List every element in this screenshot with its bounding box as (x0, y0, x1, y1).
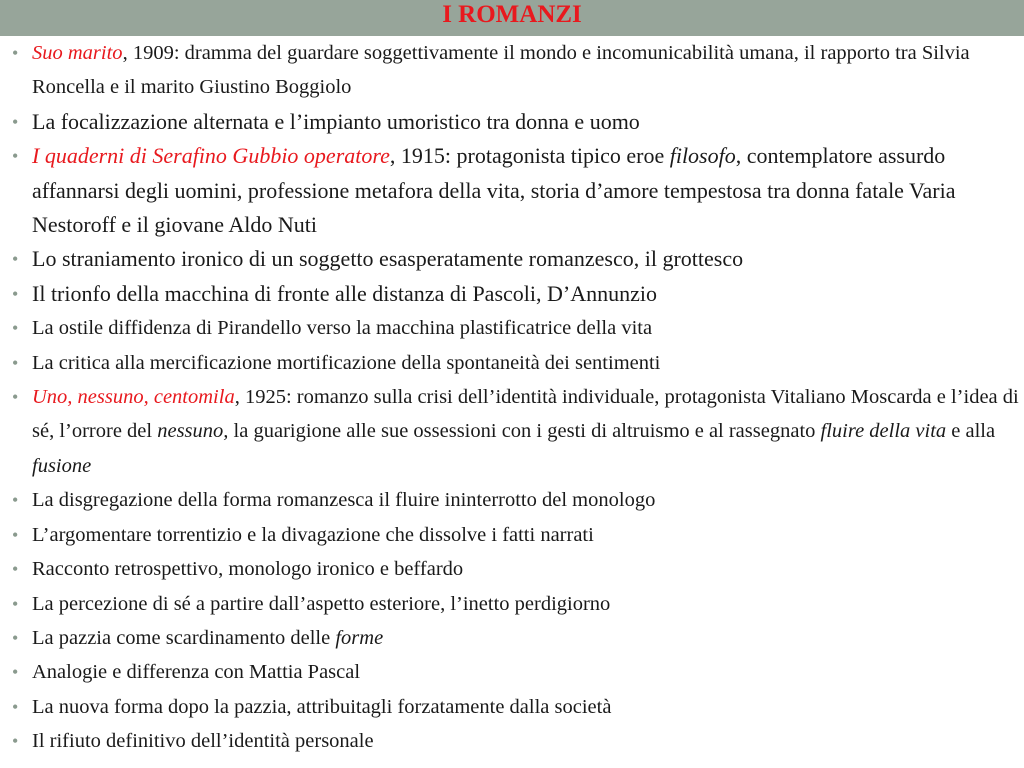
bullet-text: La percezione di sé a partire dall’aspetto esteriore, l’inetto perdigiorno (32, 592, 611, 615)
bullet-text: la guarigione alle sue ossessioni con i gesti di altruismo e al rassegnato (228, 420, 821, 443)
bullet-dot-icon: • (12, 627, 19, 648)
bullet-text: , 1915: protagonista tipico eroe (389, 143, 670, 169)
bullet-text: La focalizzazione alternata e l’impianto umoristico tra donna e uomo (32, 108, 640, 134)
bullet-text: , contemplatore assurdo affannarsi degli uomini, professione metafora della vita, storia d’amore tempestosa tra donna fatale Varia Nestoroff e il giovane Aldo Nuti (32, 143, 956, 238)
bullet-dot-icon: • (12, 387, 19, 408)
bullet-text: La disgregazione della forma romanzesca il fluire ininterrotto del monologo (32, 489, 656, 512)
bullet-item (10, 621, 1020, 655)
bullet-dot-icon: • (12, 318, 19, 339)
bullet-item (10, 518, 1020, 552)
bullet-text: , 1925: romanzo sulla crisi dell’identità individuale, protagonista Vitaliano Moscarda e l’idea di sé, l’orrore del (32, 386, 1019, 443)
bullet-item (10, 36, 1020, 105)
bullet-dot-icon: • (12, 696, 19, 717)
bullet-dot-icon: • (12, 490, 19, 511)
bullet-dot-icon: • (12, 283, 19, 304)
bullet-item (10, 724, 1020, 758)
bullet-dot-icon: • (12, 662, 19, 683)
bullet-text: L’argomentare torrentizio e la divagazione che dissolve i fatti narrati (32, 523, 594, 546)
bullet-item (10, 277, 1020, 311)
bullet-text: Analogie e differenza con Mattia Pascal (32, 661, 361, 684)
bullet-item (10, 311, 1020, 345)
bullet-dot-icon: • (12, 352, 19, 373)
emphasis-text: fluire della vita (820, 420, 947, 443)
emphasis-text: fusione (32, 454, 92, 477)
emphasis-text: forme (335, 626, 384, 649)
bullet-text: , 1909: dramma del guardare soggettivamente il mondo e incomunicabilità umana, il rapporto tra Silvia Roncella e il marito Giustino Boggiolo (32, 42, 970, 99)
bullet-text: Il trionfo della macchina di fronte alle distanza di Pascoli, D’Annunzio (32, 280, 657, 306)
bullet-item (10, 690, 1020, 724)
bullet-item (10, 483, 1020, 517)
work-title: I quaderni di Serafino Gubbio operatore (32, 143, 390, 169)
bullet-dot-icon: • (12, 524, 19, 545)
bullet-text: La critica alla mercificazione mortificazione della spontaneità dei sentimenti (32, 351, 661, 374)
bullet-dot-icon: • (12, 559, 19, 580)
bullet-item (10, 139, 1020, 242)
bullet-item (10, 655, 1020, 689)
work-title: Uno, nessuno, centomila (32, 386, 235, 409)
bullet-dot-icon: • (12, 43, 19, 63)
slide-title: I ROMANZI (442, 1, 582, 28)
emphasis-text: filosofo (669, 143, 736, 169)
bullet-text: La pazzia come scardinamento delle (32, 626, 336, 649)
bullet-text: La ostile diffidenza di Pirandello verso la macchina plastificatrice della vita (32, 317, 653, 340)
bullet-item (10, 105, 1020, 139)
bullet-dot-icon: • (12, 249, 19, 270)
bullet-item (10, 380, 1020, 483)
bullet-text: La nuova forma dopo la pazzia, attribuitagli forzatamente dalla società (32, 695, 612, 718)
bullet-text: Lo straniamento ironico di un soggetto esasperatamente romanzesco, il grottesco (32, 246, 744, 272)
bullet-dot-icon: • (12, 593, 19, 614)
bullet-text: e alla (946, 420, 996, 443)
emphasis-text: nessuno, (157, 420, 229, 443)
bullet-text: Il rifiuto definitivo dell’identità personale (32, 730, 374, 753)
bullet-list (10, 36, 1020, 759)
bullet-item (10, 552, 1020, 586)
bullet-text: Racconto retrospettivo, monologo ironico e beffardo (32, 558, 464, 581)
bullet-item (10, 587, 1020, 621)
bullet-item (10, 242, 1020, 276)
bullet-item (10, 346, 1020, 380)
work-title: Suo marito (32, 42, 123, 64)
bullet-dot-icon: • (12, 731, 19, 752)
bullet-dot-icon: • (12, 146, 19, 167)
bullet-dot-icon: • (12, 111, 19, 132)
